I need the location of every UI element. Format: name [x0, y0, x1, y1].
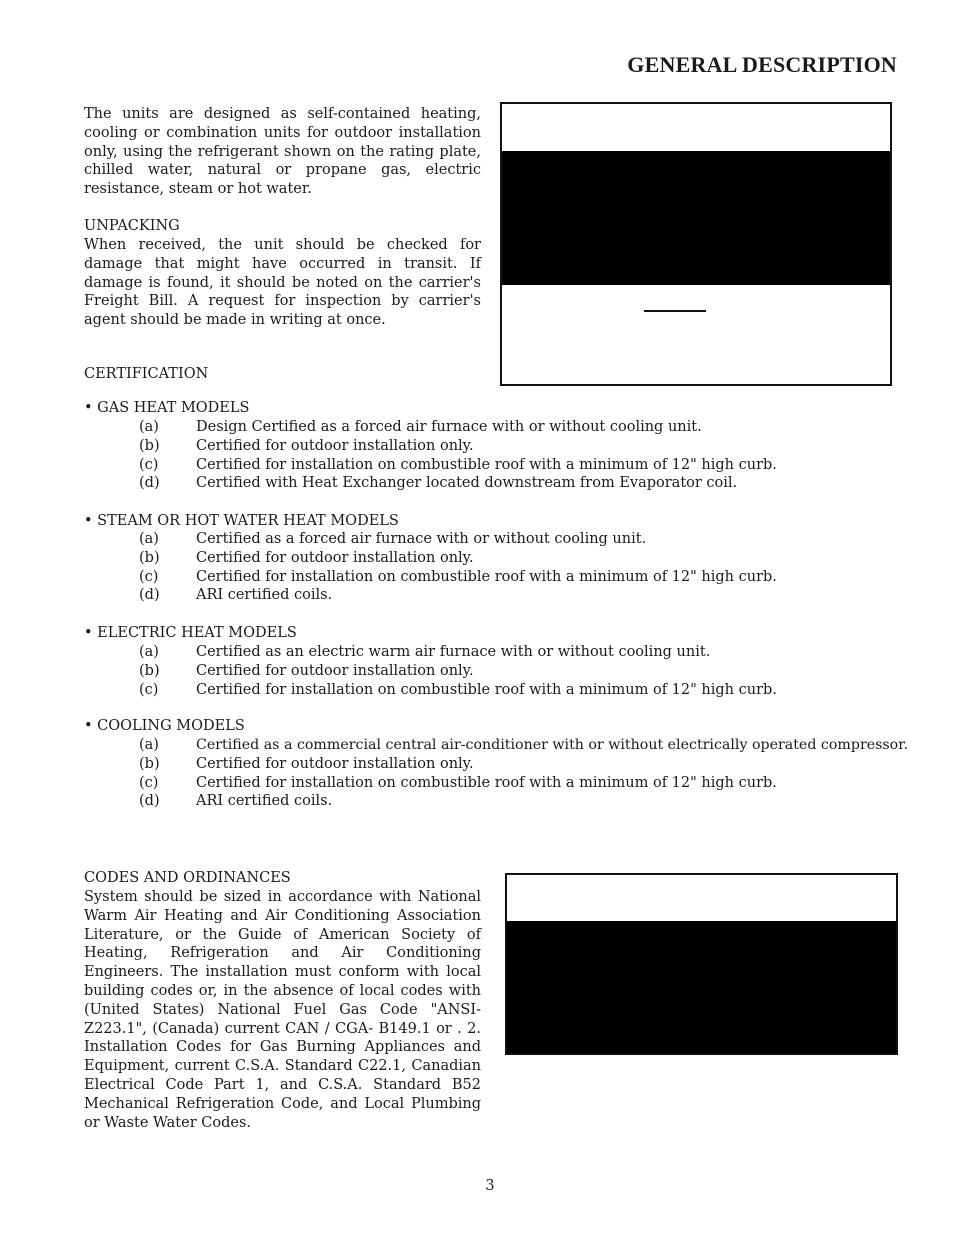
item-label: (a)	[139, 737, 159, 753]
list-item	[0, 643, 954, 662]
list-item	[0, 474, 954, 493]
gas-heat-models-list	[0, 418, 954, 493]
item-label: (d)	[139, 475, 160, 492]
item-text: ARI certified coils.	[196, 587, 333, 604]
item-text: Certified for outdoor installation only.	[196, 755, 474, 772]
item-text: Certified for outdoor installation only.	[196, 549, 474, 566]
warning-box-black-panel	[502, 151, 890, 285]
item-label: (c)	[139, 456, 159, 473]
item-text: Certified for installation on combustible roof with a minimum of 12" high curb.	[196, 681, 777, 698]
electric-heat-models-list	[0, 643, 954, 699]
cooling-models-heading: • COOLING MODELS	[84, 718, 245, 734]
list-item	[0, 549, 954, 568]
item-text: Design Certified as a forced air furnace with or without cooling unit.	[196, 419, 702, 435]
electric-heat-models-heading: • ELECTRIC HEAT MODELS	[84, 625, 297, 641]
item-text: Certified for installation on combustible roof with a minimum of 12" high curb.	[196, 568, 777, 585]
item-label: (b)	[139, 549, 160, 566]
item-label: (b)	[139, 662, 160, 679]
cooling-models-list	[0, 736, 954, 811]
item-label: (a)	[139, 419, 159, 435]
item-label: (d)	[139, 793, 160, 810]
codes-heading: CODES AND ORDINANCES	[84, 870, 291, 886]
item-text: Certified for installation on combustible roof with a minimum of 12" high curb.	[196, 774, 777, 791]
item-text: Certified with Heat Exchanger located downstream from Evaporator coil.	[196, 475, 738, 492]
warning-box-rule	[644, 310, 706, 312]
item-label: (b)	[139, 437, 160, 454]
item-label: (a)	[139, 644, 159, 660]
item-label: (b)	[139, 755, 160, 772]
item-text: Certified as a forced air furnace with or without cooling unit.	[196, 531, 647, 547]
list-item	[0, 586, 954, 605]
list-item	[0, 774, 954, 793]
item-label: (c)	[139, 568, 159, 585]
list-item	[0, 418, 954, 437]
list-item	[0, 530, 954, 549]
steam-hot-water-models-heading: • STEAM OR HOT WATER HEAT MODELS	[84, 513, 399, 529]
item-label: (c)	[139, 681, 159, 698]
codes-paragraph: System should be sized in accordance with National Warm Air Heating and Air Conditioning Association Literature, or the Guide of American Society of Heating, Refrigeration and Air Conditioning Engineers. The installation must conform with local building codes or, in the absence of local codes with (United States) National Fuel Gas Code "ANSI-Z223.1", (Canada) current CAN / CGA- B149.1 or . 2. Installation Codes for Gas Burning Appliances and Equipment, current C.S.A. Standard C22.1, Canadian Electrical Code Part 1, and C.S.A. Standard B52 Mechanical Refrigeration Code, and Local Plumbing or Waste Water Codes.	[84, 889, 481, 1131]
item-text: Certified for outdoor installation only.	[196, 437, 474, 454]
item-label: (c)	[139, 774, 159, 791]
item-text: Certified for outdoor installation only.	[196, 662, 474, 679]
item-text: Certified as an electric warm air furnace with or without cooling unit.	[196, 644, 711, 660]
item-label: (d)	[139, 587, 160, 604]
item-text: Certified as a commercial central air-conditioner with or without electrically operated compressor.	[196, 737, 908, 753]
list-item	[0, 736, 954, 755]
caution-box	[505, 873, 898, 1055]
list-item	[0, 792, 954, 811]
list-item	[0, 568, 954, 587]
certification-heading: CERTIFICATION	[84, 366, 209, 382]
page-title: GENERAL DESCRIPTION	[627, 52, 897, 77]
warning-box	[500, 102, 892, 386]
item-text: Certified for installation on combustible roof with a minimum of 12" high curb.	[196, 456, 777, 473]
unpacking-heading: UNPACKING	[84, 218, 180, 234]
caution-box-black-panel	[507, 921, 896, 1053]
list-item	[0, 456, 954, 475]
item-label: (a)	[139, 531, 159, 547]
unpacking-paragraph: When received, the unit should be checked for damage that might have occurred in transit. If damage is found, it should be noted on the carrier's Freight Bill. A request for inspection by carrier's agent should be made in writing at once.	[84, 237, 481, 329]
item-text: ARI certified coils.	[196, 793, 333, 810]
list-item	[0, 681, 954, 700]
gas-heat-models-heading: • GAS HEAT MODELS	[84, 400, 250, 416]
list-item	[0, 662, 954, 681]
list-item	[0, 755, 954, 774]
list-item	[0, 437, 954, 456]
steam-hot-water-models-list	[0, 530, 954, 605]
intro-paragraph: The units are designed as self-contained heating, cooling or combination units for outdoor installation only, using the refrigerant shown on the rating plate, chilled water, natural or propane gas, electric resistance, steam or hot water.	[84, 106, 481, 198]
page-number: 3	[485, 1178, 495, 1194]
